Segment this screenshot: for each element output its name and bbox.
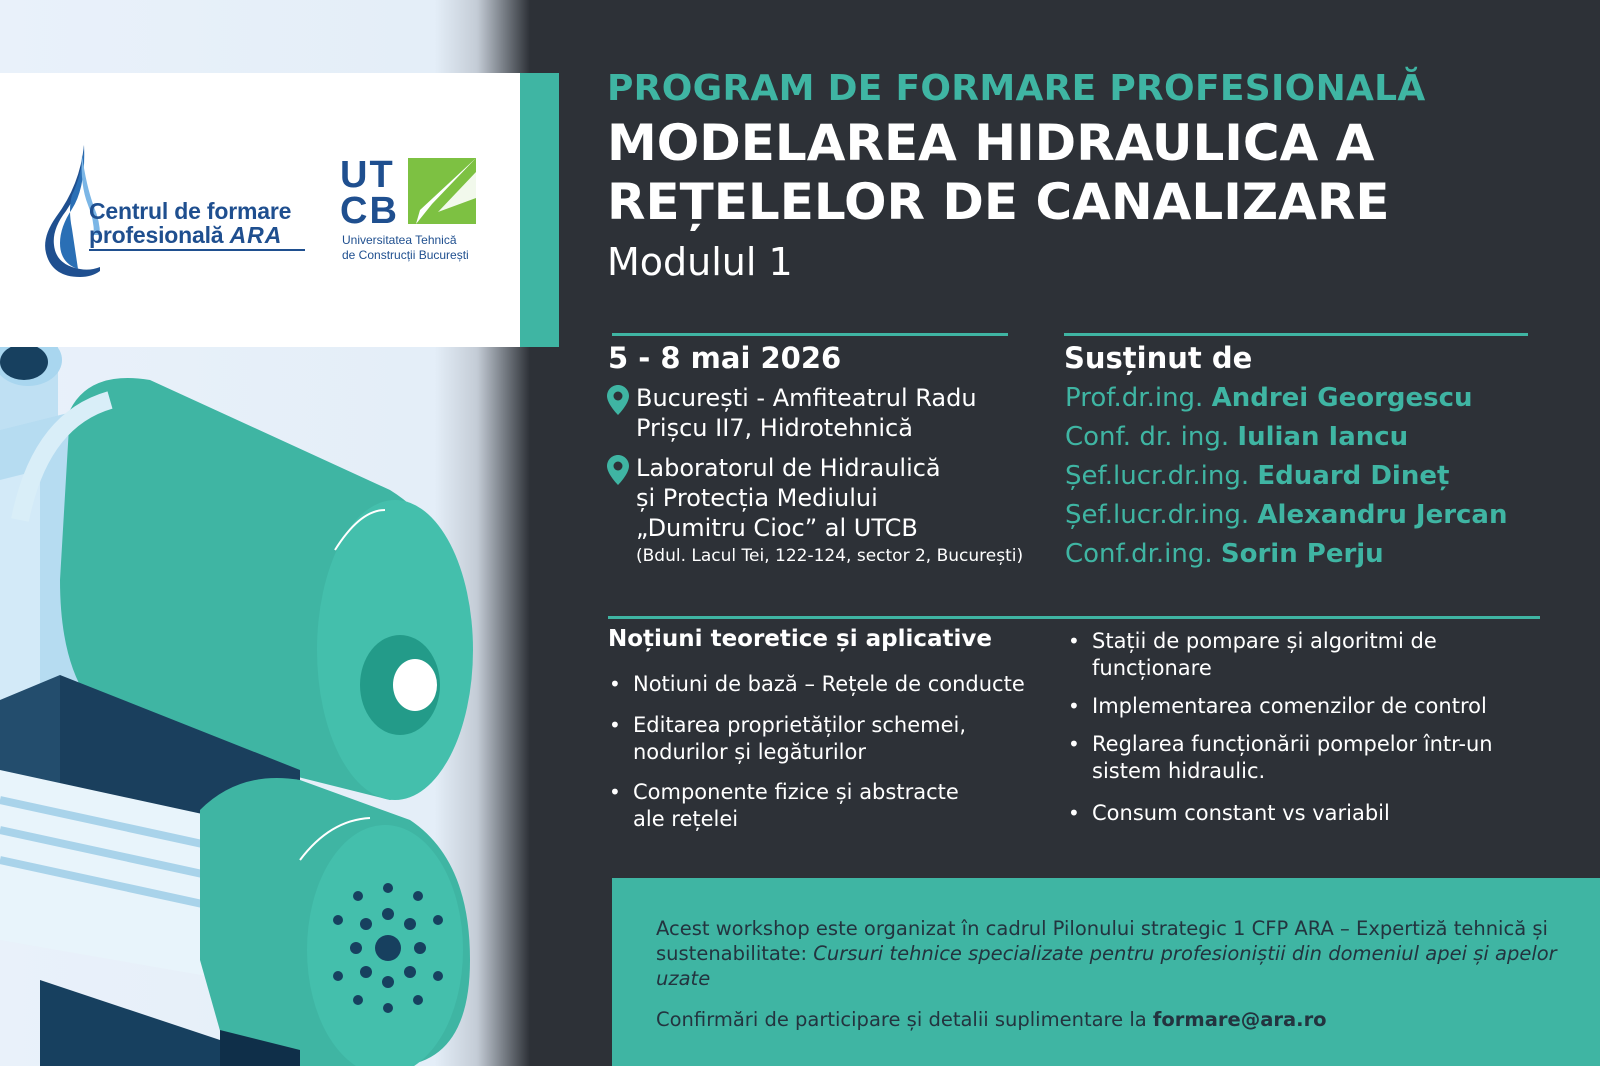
speaker-name: Alexandru Jercan xyxy=(1257,500,1508,530)
location-2-line3: „Dumitru Cioc” al UTCB xyxy=(636,514,918,542)
speaker-title: Conf.dr.ing. xyxy=(1065,539,1213,569)
topic-text: Componente fizice și abstracte ale rețelei xyxy=(633,780,959,831)
location-2-line1: Laboratorul de Hidraulică xyxy=(636,454,941,482)
ara-logo-text-line1: Centrul de formare xyxy=(89,198,292,224)
speaker-title: Șef.lucr.dr.ing. xyxy=(1065,461,1250,491)
speaker-title: Conf. dr. ing. xyxy=(1065,422,1230,452)
bullet: • xyxy=(609,780,621,804)
contact-email-link[interactable]: formare@ara.ro xyxy=(1152,1008,1327,1031)
utcb-logo-letters-bottom: CB xyxy=(340,190,399,232)
topic-text: Editarea proprietăților schemei, nodurilor și legăturilor xyxy=(633,713,967,764)
footer-text-italic: Cursuri tehnice specializate pentru profesioniștii din domeniul apei și apelor uzate xyxy=(656,942,1557,990)
topic-item xyxy=(1068,800,1552,827)
program-label: PROGRAM DE FORMARE PROFESIONALĂ xyxy=(607,68,1426,109)
course-title-line2: REȚELELOR DE CANALIZARE xyxy=(607,173,1390,231)
utcb-name-line2: de Construcții București xyxy=(342,248,469,262)
footer-description xyxy=(656,916,1566,991)
location-pin-icon xyxy=(607,455,629,485)
water-pump-illustration xyxy=(0,340,530,1066)
bullet: • xyxy=(609,672,621,696)
bullet: • xyxy=(1068,694,1080,718)
topic-text: Implementarea comenzilor de control xyxy=(1092,694,1487,718)
topic-text: Notiuni de bază – Rețele de conducte xyxy=(633,672,1025,696)
location-pin-icon xyxy=(607,385,629,415)
speaker-item xyxy=(1065,383,1473,413)
ara-logo-underline xyxy=(89,249,305,251)
location-2-address: (Bdul. Lacul Tei, 122-124, sector 2, București) xyxy=(636,546,1024,566)
ara-logo-brand: ARA xyxy=(229,222,283,248)
topic-item xyxy=(1068,731,1532,785)
utcb-logo-letters-top: UT xyxy=(340,154,395,196)
location-1-line1: București - Amfiteatrul Radu xyxy=(636,384,977,412)
divider xyxy=(608,616,1540,619)
bullet: • xyxy=(609,713,621,737)
speaker-item xyxy=(1065,500,1508,530)
speaker-name: Eduard Dineț xyxy=(1257,461,1450,491)
topics-heading: Noțiuni teoretice și aplicative xyxy=(608,626,992,652)
utcb-mark-icon xyxy=(408,158,476,224)
speaker-name: Andrei Georgescu xyxy=(1211,383,1473,413)
topic-item xyxy=(609,779,983,833)
event-date: 5 - 8 mai 2026 xyxy=(608,341,842,375)
topic-text: Reglarea funcționării pompelor într-un sistem hidraulic. xyxy=(1092,732,1493,783)
contact-prefix: Confirmări de participare și detalii suplimentare la xyxy=(656,1008,1153,1031)
location-1-line2: Prișcu II7, Hidrotehnică xyxy=(636,414,913,442)
footer-text-plain: Acest workshop este organizat în cadrul Pilonului strategic 1 CFP ARA – Expertiză tehnică și sustenabilitate: xyxy=(656,917,1548,965)
topic-item xyxy=(609,671,1053,698)
ara-logo-text-line2 xyxy=(89,222,282,249)
bullet: • xyxy=(1068,732,1080,756)
module-label: Modulul 1 xyxy=(607,240,793,284)
speaker-title: Șef.lucr.dr.ing. xyxy=(1065,500,1250,530)
ara-logo-text-prefix: profesională xyxy=(89,222,224,248)
utcb-name-line1: Universitatea Tehnică xyxy=(342,233,457,247)
topic-item xyxy=(1068,693,1552,720)
topic-text: Consum constant vs variabil xyxy=(1092,801,1390,825)
speaker-item xyxy=(1065,422,1408,452)
topic-text: Stații de pompare și algoritmi de funcționare xyxy=(1092,629,1437,680)
bullet: • xyxy=(1068,629,1080,653)
speaker-title: Prof.dr.ing. xyxy=(1065,383,1204,413)
accent-bar xyxy=(520,73,559,347)
topic-item xyxy=(1068,628,1472,682)
location-2-line2: și Protecția Mediului xyxy=(636,484,878,512)
speaker-item xyxy=(1065,461,1449,491)
divider xyxy=(1064,333,1528,336)
footer-box xyxy=(612,878,1600,1066)
speaker-name: Sorin Perju xyxy=(1220,539,1384,569)
bullet: • xyxy=(1068,801,1080,825)
footer-contact xyxy=(656,1008,1327,1031)
course-title-line1: MODELAREA HIDRAULICA A xyxy=(607,114,1375,172)
speakers-heading: Susținut de xyxy=(1064,341,1253,375)
speaker-name: Iulian Iancu xyxy=(1237,422,1409,452)
topic-item xyxy=(609,712,993,766)
speaker-item xyxy=(1065,539,1384,569)
divider xyxy=(612,333,1008,336)
